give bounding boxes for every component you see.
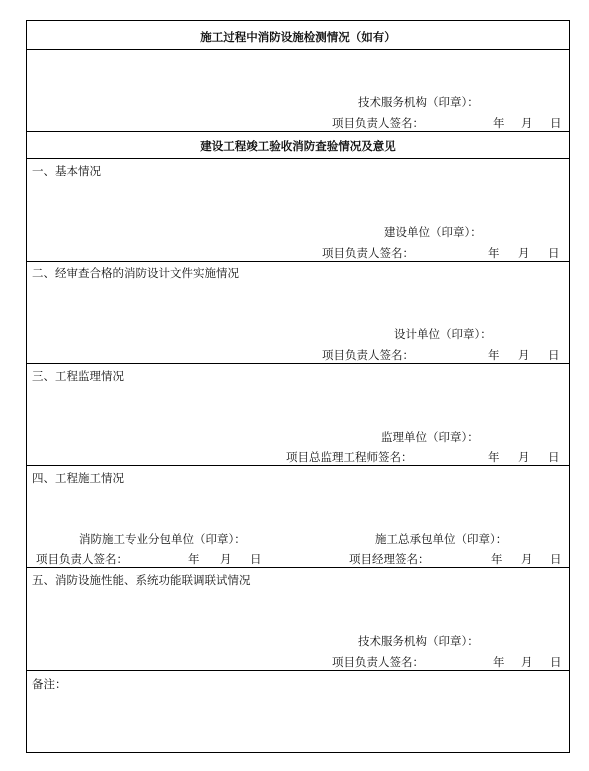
subcontractor-stamp-label: 消防施工专业分包单位（印章）： <box>79 532 246 546</box>
date-month: 月 <box>518 348 530 362</box>
project-leader-signature-label: 项目负责人签名： <box>322 246 414 260</box>
construction-unit-stamp-label: 建设单位（印章）： <box>384 225 482 239</box>
tech-service-org-stamp-label: 技术服务机构（印章）： <box>358 95 479 109</box>
date-year: 年 <box>488 246 500 260</box>
heading-supervision: 三、工程监理情况 <box>32 369 124 383</box>
project-leader-signature-label: 项目负责人签名： <box>36 552 128 566</box>
heading-joint-debugging: 五、消防设施性能、系统功能联调联试情况 <box>32 573 251 587</box>
date-day: 日 <box>548 450 560 464</box>
divider <box>27 465 569 466</box>
design-unit-stamp-label: 设计单位（印章）： <box>394 327 492 341</box>
divider <box>27 158 569 159</box>
date-year: 年 <box>493 655 505 669</box>
divider <box>27 567 569 568</box>
project-manager-signature-label: 项目经理签名： <box>349 552 430 566</box>
section-title-acceptance: 建设工程竣工验收消防查验情况及意见 <box>200 139 396 153</box>
date-year: 年 <box>188 552 200 566</box>
date-year: 年 <box>488 348 500 362</box>
date-month: 月 <box>220 552 232 566</box>
date-day: 日 <box>250 552 262 566</box>
heading-construction: 四、工程施工情况 <box>32 471 124 485</box>
date-year: 年 <box>493 116 505 130</box>
date-day: 日 <box>550 116 562 130</box>
heading-design-implementation: 二、经审查合格的消防设计文件实施情况 <box>32 266 239 280</box>
general-contractor-stamp-label: 施工总承包单位（印章）： <box>375 532 508 546</box>
date-day: 日 <box>550 552 562 566</box>
date-month: 月 <box>521 116 533 130</box>
date-day: 日 <box>550 655 562 669</box>
project-leader-signature-label: 项目负责人签名： <box>322 348 414 362</box>
supervision-unit-stamp-label: 监理单位（印章）： <box>381 430 479 444</box>
divider <box>27 670 569 671</box>
date-year: 年 <box>488 450 500 464</box>
divider <box>27 131 569 132</box>
divider <box>27 363 569 364</box>
divider <box>27 261 569 262</box>
remarks-label: 备注： <box>32 677 67 691</box>
date-month: 月 <box>521 655 533 669</box>
date-month: 月 <box>518 450 530 464</box>
date-year: 年 <box>491 552 503 566</box>
date-month: 月 <box>521 552 533 566</box>
date-month: 月 <box>518 246 530 260</box>
divider <box>27 49 569 50</box>
project-leader-signature-label: 项目负责人签名： <box>332 116 424 130</box>
date-day: 日 <box>548 246 560 260</box>
form-table <box>26 20 570 753</box>
chief-supervisor-signature-label: 项目总监理工程师签名： <box>286 450 413 464</box>
tech-service-org-stamp-label: 技术服务机构（印章）： <box>358 634 479 648</box>
project-leader-signature-label: 项目负责人签名： <box>332 655 424 669</box>
section-title-testing: 施工过程中消防设施检测情况（如有） <box>200 30 396 44</box>
date-day: 日 <box>548 348 560 362</box>
heading-basic-info: 一、基本情况 <box>32 164 101 178</box>
